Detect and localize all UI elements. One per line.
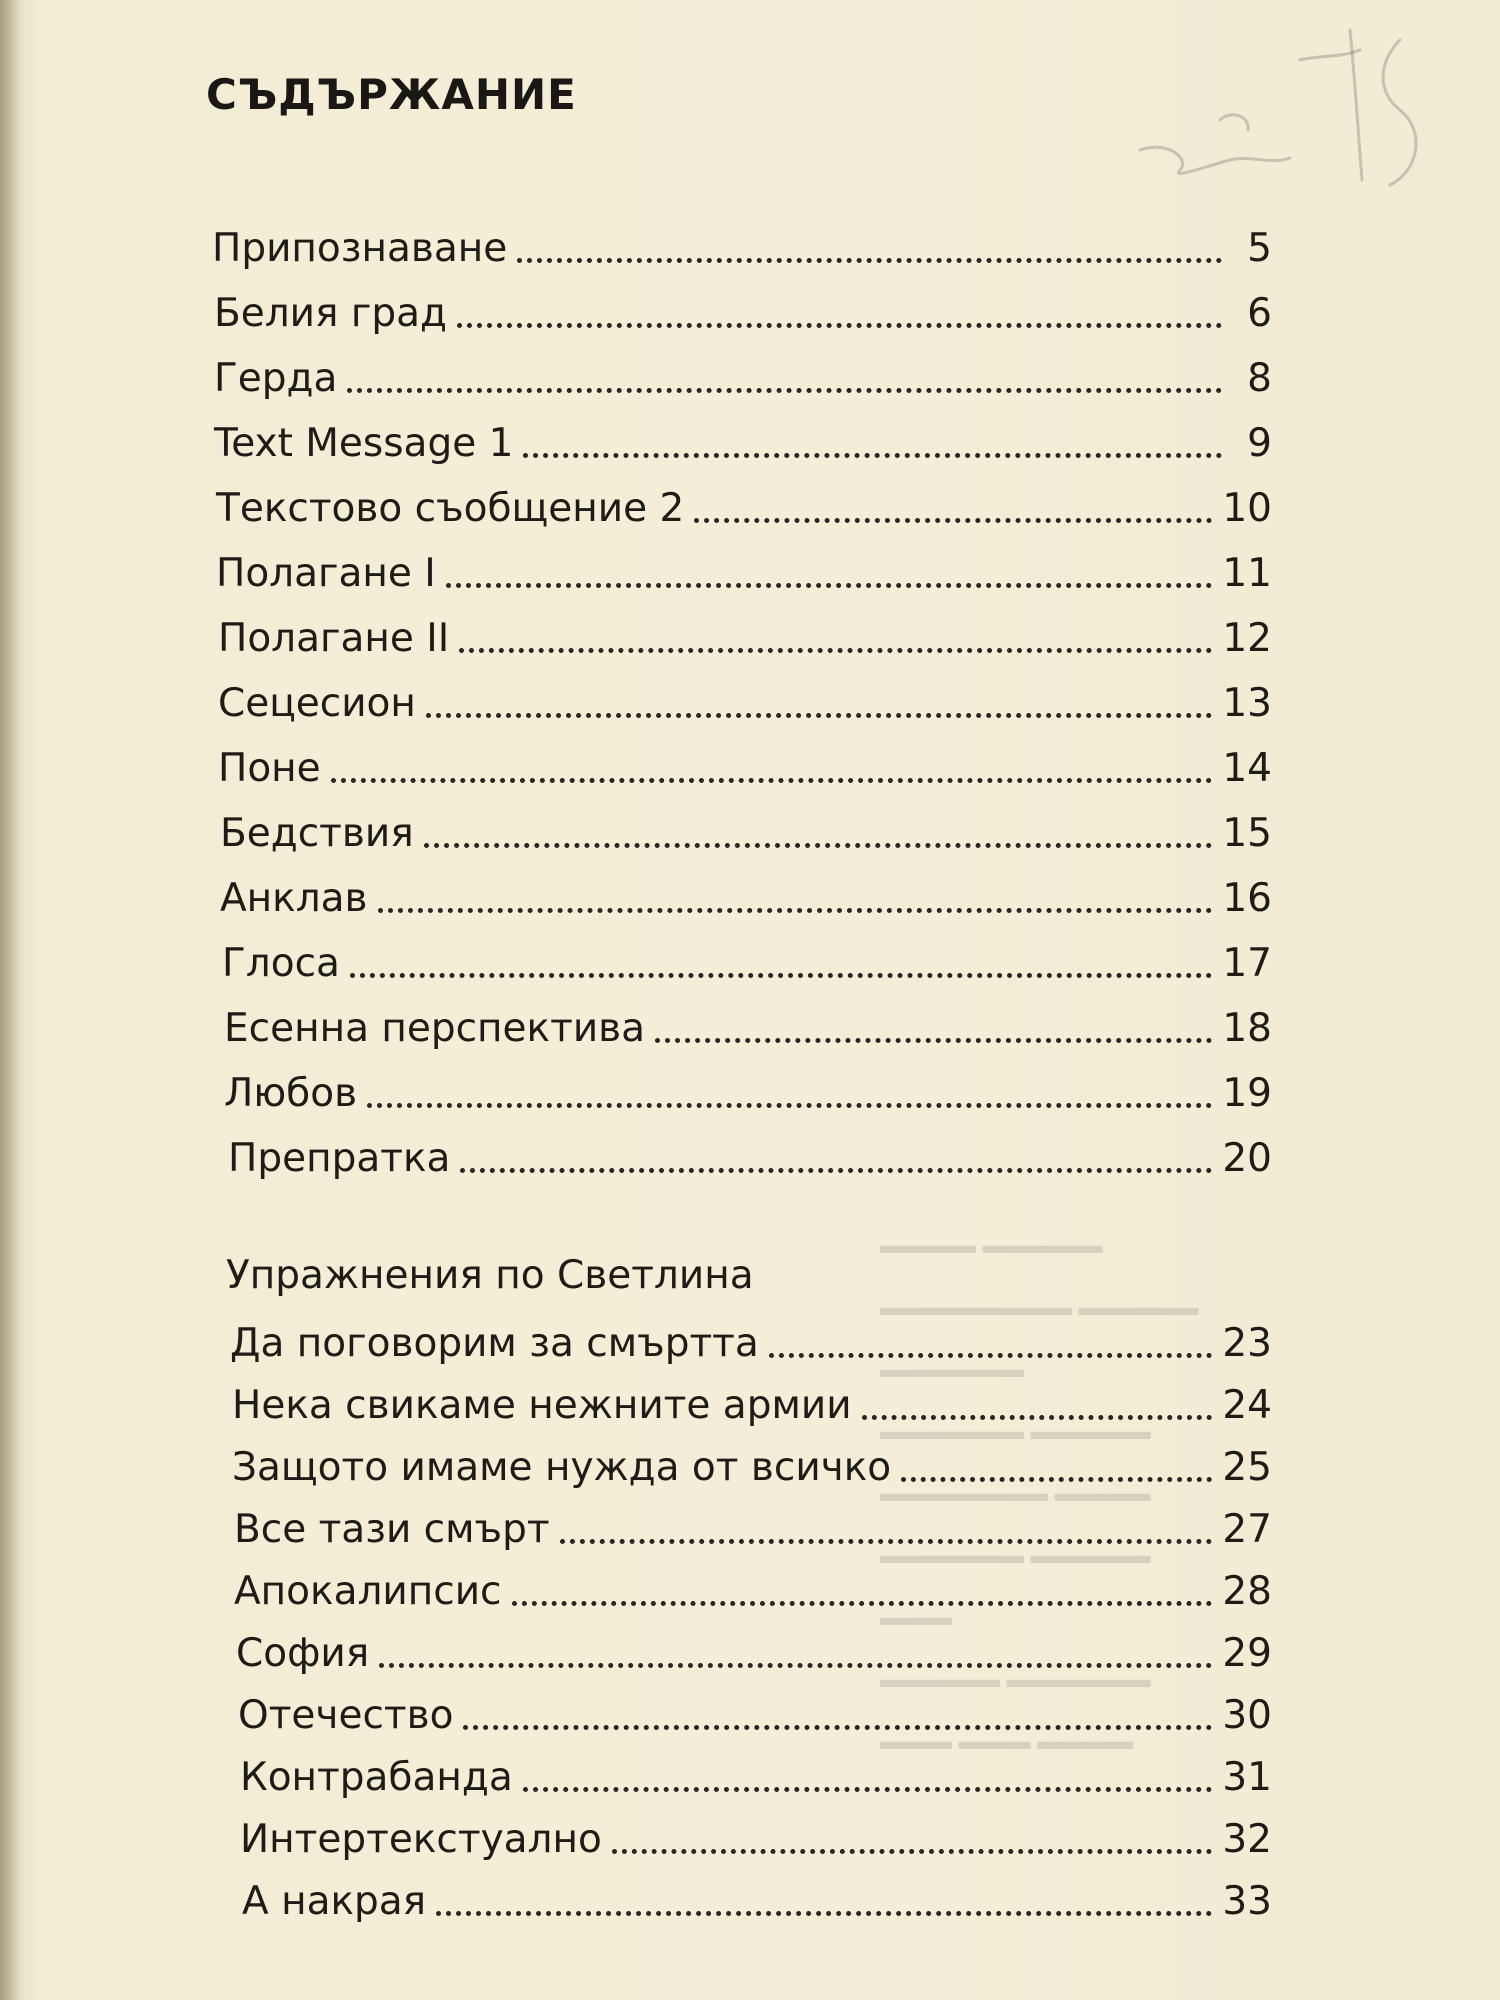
dot-leader xyxy=(426,713,1212,718)
toc-entry-title: Есенна перспектива xyxy=(224,1006,646,1051)
toc-entry-page-number: 5 xyxy=(1247,226,1272,271)
toc-entry-page-number: 13 xyxy=(1222,681,1272,726)
toc-entry-title: София xyxy=(236,1631,370,1676)
dot-leader xyxy=(378,908,1213,913)
toc-entry-title: Сецесион xyxy=(218,681,416,726)
toc-entry xyxy=(212,403,1272,468)
toc-entry-title: Защото имаме нужда от всичко xyxy=(232,1445,892,1490)
toc-entry xyxy=(212,1802,1272,1864)
toc-entry-page-number: 33 xyxy=(1222,1879,1272,1924)
toc-entry-page-number: 32 xyxy=(1222,1817,1272,1862)
dot-leader xyxy=(457,323,1222,328)
toc-entry xyxy=(212,1492,1272,1554)
toc-entry-page-number: 8 xyxy=(1247,356,1272,401)
dot-leader xyxy=(523,1787,1213,1792)
toc-entry xyxy=(212,208,1272,273)
toc-entry-title: Text Message 1 xyxy=(214,421,514,466)
toc-entry-page-number: 27 xyxy=(1222,1507,1272,1552)
toc-entry-page-number: 18 xyxy=(1222,1006,1272,1051)
toc-entry-title: Интертекстуално xyxy=(240,1817,602,1862)
dot-leader xyxy=(463,1725,1212,1730)
toc-entry xyxy=(212,793,1272,858)
toc-entry xyxy=(212,598,1272,663)
toc-entry-title: Герда xyxy=(214,356,338,401)
toc-entry xyxy=(212,663,1272,728)
section-table-of-contents xyxy=(212,1306,1272,1926)
toc-entry-page-number: 17 xyxy=(1222,941,1272,986)
dot-leader xyxy=(424,843,1213,848)
toc-entry xyxy=(212,1864,1272,1926)
toc-entry xyxy=(212,468,1272,533)
toc-entry xyxy=(212,533,1272,598)
toc-entry-page-number: 20 xyxy=(1222,1136,1272,1181)
toc-entry xyxy=(212,923,1272,988)
dot-leader xyxy=(379,1663,1212,1668)
dot-leader xyxy=(560,1539,1213,1544)
toc-entry-title: Контрабанда xyxy=(240,1755,513,1800)
toc-entry-page-number: 24 xyxy=(1222,1383,1272,1428)
toc-entry-page-number: 15 xyxy=(1222,811,1272,856)
toc-entry-page-number: 29 xyxy=(1222,1631,1272,1676)
table-of-contents xyxy=(212,208,1272,1183)
toc-entry-title: Полагане I xyxy=(216,551,436,596)
dot-leader xyxy=(331,778,1213,783)
dot-leader xyxy=(769,1353,1213,1358)
toc-entry-page-number: 28 xyxy=(1222,1569,1272,1614)
toc-entry xyxy=(212,1554,1272,1616)
toc-entry xyxy=(212,1368,1272,1430)
dot-leader xyxy=(517,258,1222,263)
dot-leader xyxy=(694,518,1212,523)
dot-leader xyxy=(350,973,1212,978)
toc-entry xyxy=(212,1616,1272,1678)
toc-entry-page-number: 16 xyxy=(1222,876,1272,921)
dot-leader xyxy=(460,1168,1212,1173)
toc-entry xyxy=(212,1740,1272,1802)
toc-entry-title: Анклав xyxy=(220,876,368,921)
toc-entry-title: Апокалипсис xyxy=(234,1569,502,1614)
dot-leader xyxy=(347,388,1222,393)
toc-entry-title: Нека свикаме нежните армии xyxy=(232,1383,852,1428)
toc-entry-title: А накрая xyxy=(242,1879,427,1924)
toc-entry xyxy=(212,1306,1272,1368)
dot-leader xyxy=(862,1415,1213,1420)
toc-entry-title: Полагане II xyxy=(218,616,450,661)
page-gutter-shadow xyxy=(0,0,22,2000)
toc-entry-page-number: 14 xyxy=(1222,746,1272,791)
toc-entry-title: Глоса xyxy=(222,941,340,986)
toc-entry-title: Все тази смърт xyxy=(234,1507,550,1552)
toc-entry-page-number: 9 xyxy=(1247,421,1272,466)
dot-leader xyxy=(459,648,1212,653)
reverse-page-show-through: ▬▬▬▬▬ ▬▬▬▬ ▬▬▬▬▬ ▬▬▬▬▬▬▬▬ ▬▬▬▬▬▬ ▬▬▬▬▬ ▬▬▬▬▬▬ ▬▬▬▬ ▬▬▬▬▬▬▬ ▬▬▬▬▬ ▬▬▬▬▬▬ ▬▬▬ ▬▬▬▬▬▬ ▬▬▬▬▬ ▬▬▬▬ ▬▬▬ ▬▬▬ xyxy=(880,1232,1199,1755)
toc-entry-page-number: 6 xyxy=(1247,291,1272,336)
toc-entry-page-number: 31 xyxy=(1222,1755,1272,1800)
toc-entry-title: Поне xyxy=(218,746,321,791)
toc-entry-page-number: 23 xyxy=(1222,1321,1272,1366)
toc-entry xyxy=(212,1430,1272,1492)
section-heading: Упражнения по Светлина xyxy=(226,1253,754,1298)
dot-leader xyxy=(655,1038,1212,1043)
toc-entry-title: Припознаване xyxy=(212,226,508,271)
dot-leader xyxy=(612,1849,1213,1854)
toc-entry xyxy=(212,1678,1272,1740)
toc-entry-page-number: 25 xyxy=(1222,1445,1272,1490)
toc-entry-page-number: 30 xyxy=(1222,1693,1272,1738)
toc-entry-page-number: 12 xyxy=(1222,616,1272,661)
toc-entry-title: Текстово съобщение 2 xyxy=(216,486,685,531)
dot-leader xyxy=(436,1911,1212,1916)
toc-entry xyxy=(212,338,1272,403)
dot-leader xyxy=(367,1103,1212,1108)
dot-leader xyxy=(901,1477,1212,1482)
toc-entry-title: Белия град xyxy=(214,291,447,336)
toc-entry xyxy=(212,273,1272,338)
toc-entry xyxy=(212,728,1272,793)
handwritten-pencil-mark xyxy=(1100,0,1460,220)
toc-entry-title: Да поговорим за смъртта xyxy=(230,1321,759,1366)
toc-entry-page-number: 11 xyxy=(1222,551,1272,596)
toc-entry-page-number: 19 xyxy=(1222,1071,1272,1116)
dot-leader xyxy=(512,1601,1213,1606)
toc-entry-page-number: 10 xyxy=(1222,486,1272,531)
toc-entry-title: Любов xyxy=(224,1071,358,1116)
toc-entry-title: Бедствия xyxy=(220,811,414,856)
toc-entry xyxy=(212,1118,1272,1183)
toc-entry xyxy=(212,858,1272,923)
toc-entry-title: Отечество xyxy=(238,1693,454,1738)
dot-leader xyxy=(446,583,1213,588)
toc-entry xyxy=(212,988,1272,1053)
page-title: СЪДЪРЖАНИЕ xyxy=(206,70,577,119)
toc-entry xyxy=(212,1053,1272,1118)
dot-leader xyxy=(523,453,1222,458)
toc-entry-title: Препратка xyxy=(228,1136,451,1181)
